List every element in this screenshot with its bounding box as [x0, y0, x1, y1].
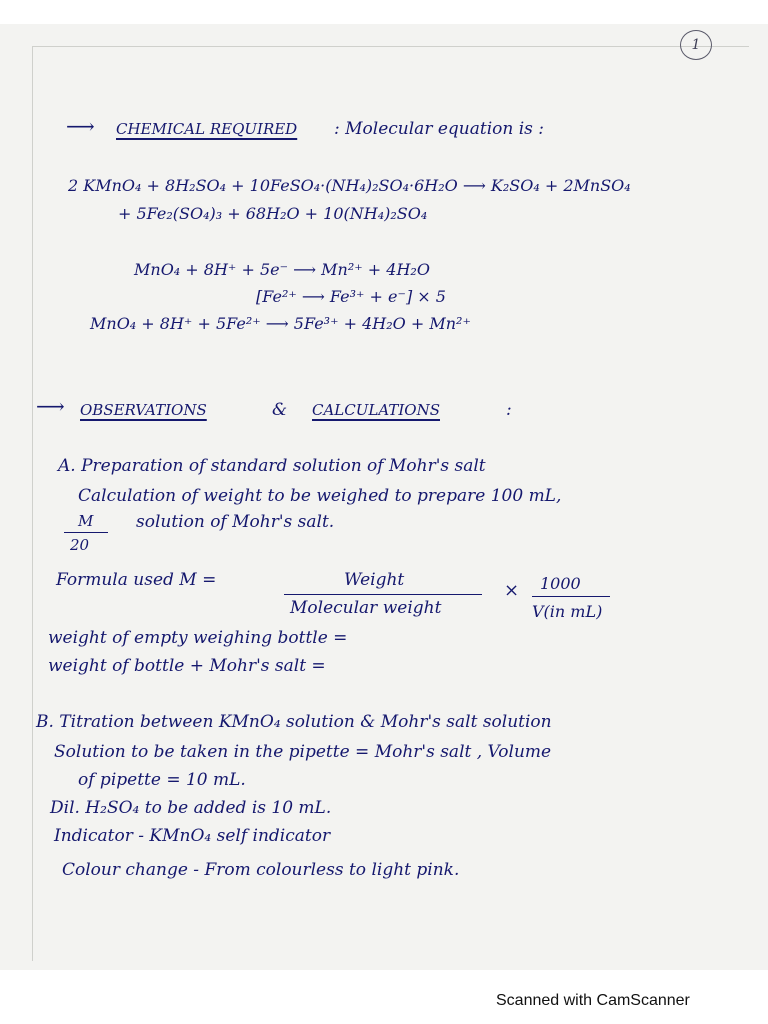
- section-b-title: B. Titration between KMnO₄ solution & Mohr's salt solution: [36, 712, 552, 732]
- section-a-line-3: solution of Mohr's salt.: [136, 512, 335, 532]
- ionic-equation-line-2: [Fe²⁺ ⟶ Fe³⁺ + e⁻] × 5: [256, 287, 446, 306]
- section-b-line-2: Solution to be taken in the pipette = Mohr's salt , Volume: [54, 742, 552, 762]
- molarity-fraction-denominator: 20: [70, 536, 90, 554]
- formula-numerator-2: 1000: [540, 574, 581, 593]
- camscanner-watermark: Scanned with CamScanner: [496, 992, 690, 1009]
- weight-bottle-salt-line: weight of bottle + Mohr's salt =: [48, 656, 326, 676]
- formula-fraction-bar-2: [532, 596, 610, 597]
- formula-denominator-2: V(in mL): [532, 602, 603, 621]
- section-b-line-3: of pipette = 10 mL.: [78, 770, 246, 790]
- molarity-fraction-numerator: M: [78, 512, 94, 530]
- formula-label: Formula used M =: [56, 570, 217, 590]
- section-a-title: A. Preparation of standard solution of Mohr's salt: [58, 456, 486, 476]
- observations-heading-amp: &: [272, 400, 288, 420]
- section-b-line-5: Indicator - KMnO₄ self indicator: [54, 826, 331, 846]
- formula-fraction-bar: [284, 594, 482, 595]
- chemicals-heading-suffix: : Molecular equation is :: [334, 119, 545, 139]
- formula-denominator: Molecular weight: [290, 598, 442, 618]
- scan-top-margin: [0, 0, 768, 24]
- chemicals-heading: CHEMICAL REQUIRED: [116, 120, 298, 138]
- observations-heading-suffix: :: [506, 400, 512, 420]
- molecular-equation-line-1: 2 KMnO₄ + 8H₂SO₄ + 10FeSO₄·(NH₄)₂SO₄·6H₂O ⟶ K₂SO₄ + 2MnSO₄: [68, 176, 631, 195]
- ionic-equation-line-1: MnO₄ + 8H⁺ + 5e⁻ ⟶ Mn²⁺ + 4H₂O: [134, 260, 430, 279]
- section-b-line-6: Colour change - From colourless to light pink.: [62, 860, 460, 880]
- calculations-heading: CALCULATIONS: [312, 401, 440, 419]
- bullet-arrow-icon: ⟶: [66, 114, 95, 138]
- section-b-line-4: Dil. H₂SO₄ to be added is 10 mL.: [50, 798, 332, 818]
- molarity-fraction-bar: [64, 532, 108, 533]
- formula-numerator: Weight: [344, 570, 405, 590]
- weight-empty-bottle-line: weight of empty weighing bottle =: [48, 628, 348, 648]
- bullet-arrow-icon: ⟶: [36, 394, 65, 418]
- page-number-circle: 1: [680, 30, 712, 60]
- formula-multiply-sign: ×: [504, 580, 520, 601]
- ionic-equation-line-3: MnO₄ + 8H⁺ + 5Fe²⁺ ⟶ 5Fe³⁺ + 4H₂O + Mn²⁺: [90, 314, 471, 333]
- molecular-equation-line-2: + 5Fe₂(SO₄)₃ + 68H₂O + 10(NH₄)₂SO₄: [118, 204, 428, 223]
- observations-heading: OBSERVATIONS: [80, 401, 207, 419]
- section-a-line-2: Calculation of weight to be weighed to prepare 100 mL,: [78, 486, 562, 506]
